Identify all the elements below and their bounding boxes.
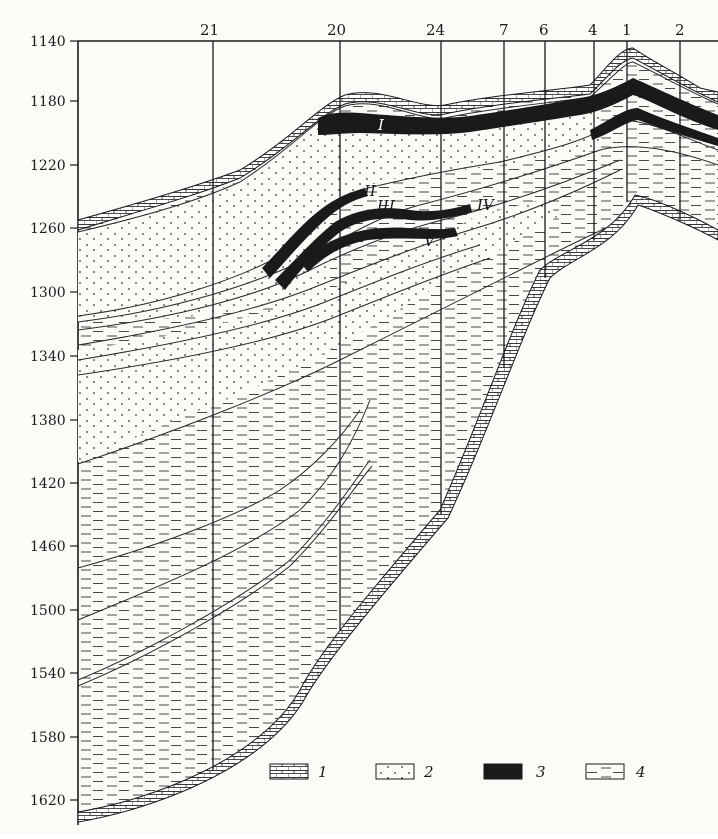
seam-label-3: III [377, 197, 395, 215]
legend-label-4: 4 [636, 763, 646, 781]
legend-item-4 [586, 763, 646, 781]
depth-label-1500: 1500 [30, 603, 66, 619]
depth-label-1540: 1540 [30, 666, 66, 682]
section-body [78, 48, 718, 822]
depth-label-1180: 1180 [30, 94, 66, 110]
well-label-1: 1 [622, 21, 632, 39]
seam-label-2: II [364, 182, 376, 200]
legend-label-1: 1 [318, 763, 328, 781]
well-label-2: 2 [675, 21, 685, 39]
depth-label-1300: 1300 [30, 285, 66, 301]
legend-item-2 [376, 763, 434, 781]
depth-label-1380: 1380 [30, 413, 66, 429]
legend-item-3 [484, 763, 546, 781]
depth-label-1140: 1140 [30, 34, 66, 50]
depth-label-1220: 1220 [30, 158, 66, 174]
well-label-7: 7 [499, 21, 509, 39]
legend-swatch-coal [484, 764, 522, 779]
depth-label-1460: 1460 [30, 539, 66, 555]
legend-label-3: 3 [536, 763, 546, 781]
well-label-20: 20 [327, 21, 347, 39]
legend-swatch-limestone [270, 764, 308, 779]
seam-label-4: IV [477, 196, 494, 214]
depth-label-1420: 1420 [30, 476, 66, 492]
depth-label-1340: 1340 [30, 349, 66, 365]
depth-label-1580: 1580 [30, 730, 66, 746]
seam-label-1: I [378, 116, 384, 134]
well-label-6: 6 [539, 21, 549, 39]
legend-item-1 [270, 763, 328, 781]
legend [270, 763, 646, 781]
depth-label-1260: 1260 [30, 221, 66, 237]
well-label-4: 4 [588, 21, 598, 39]
legend-label-2: 2 [424, 763, 434, 781]
well-labels [200, 21, 685, 39]
legend-swatch-shale [586, 764, 624, 779]
well-label-24: 24 [426, 21, 446, 39]
depth-label-1620: 1620 [30, 793, 66, 809]
depth-axis [30, 34, 78, 809]
legend-swatch-sandstone [376, 764, 414, 779]
seam-label-5: V [424, 232, 435, 250]
well-label-21: 21 [200, 21, 220, 39]
